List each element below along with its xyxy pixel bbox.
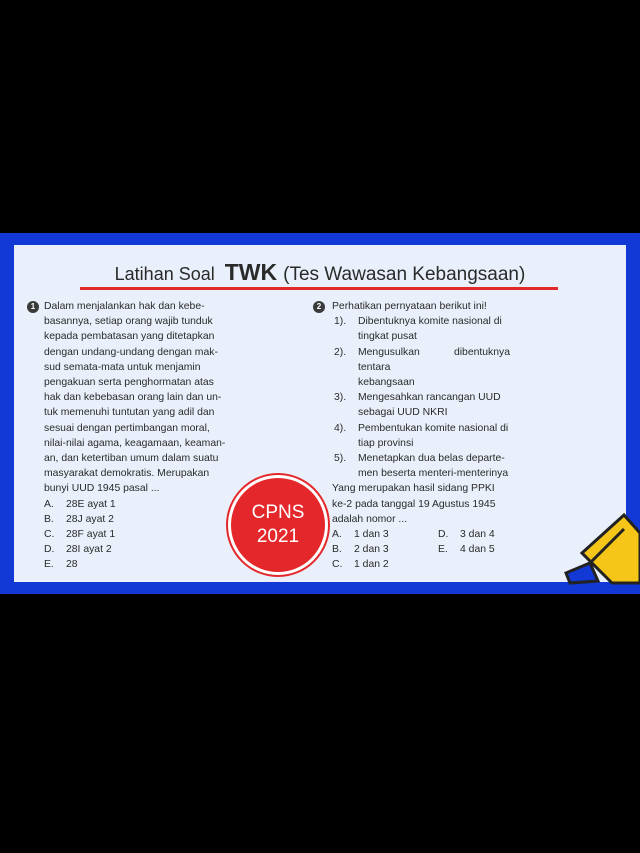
statement-item bbox=[334, 345, 510, 391]
stem-line: kepada pembatasan yang ditetapkan bbox=[44, 331, 215, 343]
stem-line: sud semata-mata untuk menjamin bbox=[44, 361, 201, 373]
statement-list bbox=[334, 314, 510, 481]
stem-line: Yang merupakan hasil sidang PPKI bbox=[332, 483, 495, 495]
stamp-line-1: CPNS bbox=[251, 502, 305, 523]
option-text: 1 dan 2 bbox=[354, 559, 389, 571]
option-text: 3 dan 4 bbox=[460, 529, 495, 541]
question-2 bbox=[316, 299, 510, 573]
stem-line: tuk memenuhi tuntutan yang adil dan bbox=[44, 407, 215, 419]
statement-line: Mengusulkan dibentuknya tentara bbox=[358, 346, 510, 373]
statement-number: 5). bbox=[334, 453, 347, 465]
title-prefix: Latihan Soal bbox=[114, 264, 215, 284]
answer-option-b[interactable] bbox=[44, 512, 256, 527]
stem-line: hak dan kebebasan orang lain dan un- bbox=[44, 392, 222, 404]
stem-line: masyarakat demokratis. Merupakan bbox=[44, 468, 210, 480]
stem-line: sesuai dengan pertimbangan moral, bbox=[44, 422, 210, 434]
statement-line: sebagai UUD NKRI bbox=[358, 407, 448, 419]
answer-option-a[interactable] bbox=[44, 497, 256, 512]
statement-item bbox=[334, 314, 510, 344]
statement-line: Mengesahkan rancangan UUD bbox=[358, 392, 501, 404]
option-text: 28J ayat 2 bbox=[66, 513, 114, 525]
option-key: C. bbox=[332, 559, 343, 571]
stem-line: Dalam menjalankan hak dan kebe- bbox=[44, 301, 205, 312]
stem-line: dengan undang-undang dengan mak- bbox=[44, 346, 218, 358]
blue-frame bbox=[0, 233, 640, 594]
worksheet-card bbox=[14, 245, 626, 582]
question-1-options bbox=[44, 497, 256, 573]
statement-line: men beserta menteri-menterinya bbox=[358, 468, 509, 480]
option-text: 28F ayat 1 bbox=[66, 529, 116, 541]
statement-line: Menetapkan dua belas departe- bbox=[358, 453, 505, 465]
option-key: E. bbox=[438, 544, 448, 556]
question-number-badge: 1 bbox=[27, 301, 39, 313]
answer-option-b[interactable] bbox=[332, 542, 389, 557]
answer-option-d[interactable] bbox=[438, 527, 495, 542]
statement-number: 4). bbox=[334, 422, 347, 434]
stamp-line-2: 2021 bbox=[256, 526, 300, 547]
stem-line: adalah nomor ... bbox=[332, 513, 408, 525]
stem-line: basannya, setiap orang wajib tunduk bbox=[44, 316, 213, 328]
statement-line: tiap provinsi bbox=[358, 437, 414, 449]
option-key: B. bbox=[44, 513, 54, 525]
stem-line: ke-2 pada tanggal 19 Agustus 1945 bbox=[332, 498, 496, 510]
statement-number: 2). bbox=[334, 346, 347, 358]
cpns-stamp-badge bbox=[228, 475, 328, 575]
option-text: 1 dan 3 bbox=[354, 529, 389, 541]
stem-line: bunyi UUD 1945 pasal ... bbox=[44, 483, 160, 495]
statement-line: Dibentuknya komite nasional di bbox=[358, 316, 502, 328]
page-title bbox=[14, 259, 626, 286]
option-key: D. bbox=[44, 544, 55, 556]
answer-option-e[interactable] bbox=[44, 557, 256, 572]
option-key: E. bbox=[44, 559, 54, 571]
option-text: 28I ayat 2 bbox=[66, 544, 112, 556]
statement-item bbox=[334, 451, 510, 481]
option-key: A. bbox=[332, 529, 342, 541]
stem-line: pengakuan serta penghormatan atas bbox=[44, 377, 214, 389]
option-key: C. bbox=[44, 529, 55, 541]
pencil-icon bbox=[560, 505, 640, 585]
statement-line: kebangsaan bbox=[358, 377, 415, 389]
question-1-stem bbox=[44, 299, 256, 497]
stem-line: nilai-nilai agama, keagamaan, keaman- bbox=[44, 437, 226, 449]
question-2-stem bbox=[332, 481, 510, 527]
option-key: D. bbox=[438, 529, 449, 541]
answer-option-e[interactable] bbox=[438, 542, 495, 557]
statement-line: tingkat pusat bbox=[358, 331, 417, 343]
statement-line: Pembentukan komite nasional di bbox=[358, 422, 509, 434]
answer-option-d[interactable] bbox=[44, 542, 256, 557]
question-2-options bbox=[332, 527, 510, 573]
title-sub: (Tes Wawasan Kebangsaan) bbox=[283, 264, 526, 285]
question-2-intro: Perhatikan pernyataan berikut ini! bbox=[332, 301, 487, 312]
statement-item bbox=[334, 390, 510, 420]
option-text: 28 bbox=[66, 559, 78, 571]
statement-item bbox=[334, 421, 510, 451]
option-key: A. bbox=[44, 498, 54, 510]
answer-option-c[interactable] bbox=[44, 527, 256, 542]
option-text: 2 dan 3 bbox=[354, 544, 389, 556]
option-key: B. bbox=[332, 544, 342, 556]
question-1 bbox=[30, 299, 256, 573]
option-text: 4 dan 5 bbox=[460, 544, 495, 556]
answer-option-a[interactable] bbox=[332, 527, 389, 542]
answer-option-c[interactable] bbox=[332, 557, 389, 572]
title-underline bbox=[80, 287, 558, 290]
question-number-badge: 2 bbox=[313, 301, 325, 313]
statement-number: 3). bbox=[334, 392, 347, 404]
stem-line: an, dan ketertiban umum dalam suatu bbox=[44, 453, 219, 465]
option-text: 28E ayat 1 bbox=[66, 498, 116, 510]
statement-number: 1). bbox=[334, 316, 347, 328]
title-main: TWK bbox=[224, 259, 278, 285]
